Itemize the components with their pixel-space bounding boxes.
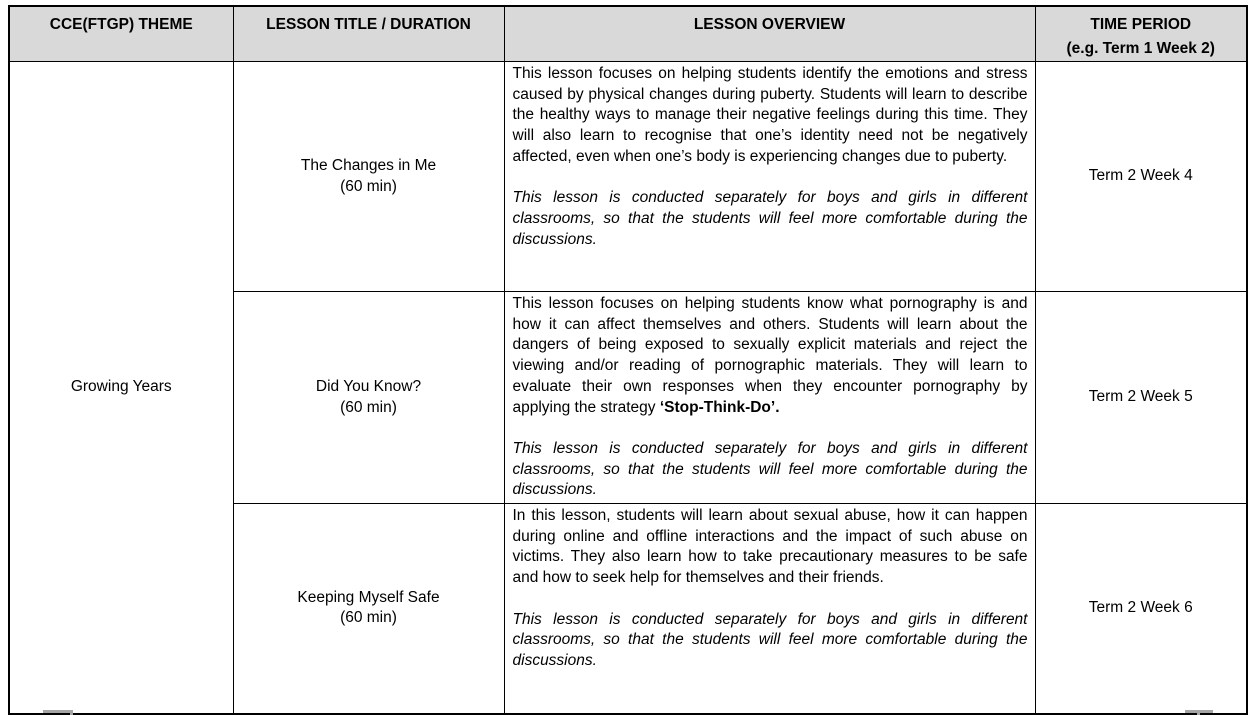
header-theme (9, 6, 233, 62)
table-header-row (9, 6, 1247, 62)
header-theme-label: CCE(FTGP) THEME (49, 16, 193, 33)
lesson-duration: (60 min) (340, 609, 397, 627)
header-time-period-line2: (e.g. Term 1 Week 2) (1066, 40, 1215, 57)
header-title-duration-label: LESSON TITLE / DURATION (266, 16, 471, 33)
next-table-edge-fragment-left (43, 710, 71, 713)
lesson-title-cell (233, 504, 504, 714)
lesson-title: Did You Know? (315, 377, 422, 395)
next-table-edge-fragment-right-stub (1197, 710, 1200, 715)
lesson-overview-cell (504, 292, 1035, 504)
time-period-label: Term 2 Week 5 (1088, 388, 1193, 406)
header-overview-label: LESSON OVERVIEW (693, 16, 846, 33)
theme-cell (9, 62, 233, 714)
lesson-title-cell (233, 62, 504, 292)
lesson-overview-text: This lesson focuses on helping students identify the emotions and stress caused by physical changes during puberty. Students will learn to describe the healthy ways to manage their negative feelings during this time. They will also learn to recognise that one’s identity need not be negatively affected, even when one’s body is experiencing changes due to puberty. (512, 65, 1028, 165)
lesson-overview-cell (504, 504, 1035, 714)
time-period-label: Term 2 Week 6 (1088, 598, 1193, 616)
header-overview (504, 6, 1035, 62)
lesson-overview-text: In this lesson, students will learn about sexual abuse, how it can happen during online and offline interactions and the impact of such abuse on victims. They also learn how to take precautionary measures to be safe and how to seek help for themselves and their friends. (512, 507, 1028, 587)
time-period-cell (1035, 292, 1247, 504)
lesson-title: The Changes in Me (300, 156, 437, 174)
lesson-note-text: This lesson is conducted separately for boys and girls in different classrooms, so that the students will feel more comfortable during the discussions. (512, 439, 1028, 499)
lesson-duration: (60 min) (340, 177, 397, 195)
header-time-period (1035, 6, 1247, 62)
next-table-edge-fragment-left-stub (70, 710, 73, 715)
lesson-note-text: This lesson is conducted separately for boys and girls in different classrooms, so that the students will feel more comfortable during the discussions. (512, 189, 1028, 248)
time-period-cell (1035, 62, 1247, 292)
time-period-cell (1035, 504, 1247, 714)
lesson-note-text: This lesson is conducted separately for boys and girls in different classrooms, so that the students will feel more comfortable during the discussions. (512, 610, 1028, 669)
lesson-duration: (60 min) (340, 398, 397, 416)
lesson-plan-table (8, 5, 1248, 715)
lesson-overview-text: This lesson focuses on helping students know what pornography is and how it can affect themselves and others. Students will learn about the dangers of being exposed to sexually explicit materials and reject the viewing and/or reading of pornographic materials. They will learn to evaluate their own responses when they encounter pornography by applying the strategy ‘Stop-Think-Do’. (512, 295, 1028, 416)
theme-label: Growing Years (70, 377, 172, 395)
time-period-label: Term 2 Week 4 (1088, 167, 1193, 185)
header-title-duration (233, 6, 504, 62)
lesson-title: Keeping Myself Safe (297, 588, 440, 606)
lesson-title-cell (233, 292, 504, 504)
lesson-overview-cell (504, 62, 1035, 292)
stop-think-do-strategy: ‘Stop-Think-Do’. (659, 398, 780, 416)
header-time-period-line1: TIME PERIOD (1090, 16, 1192, 33)
table-row-changes-in-me (9, 62, 1247, 292)
